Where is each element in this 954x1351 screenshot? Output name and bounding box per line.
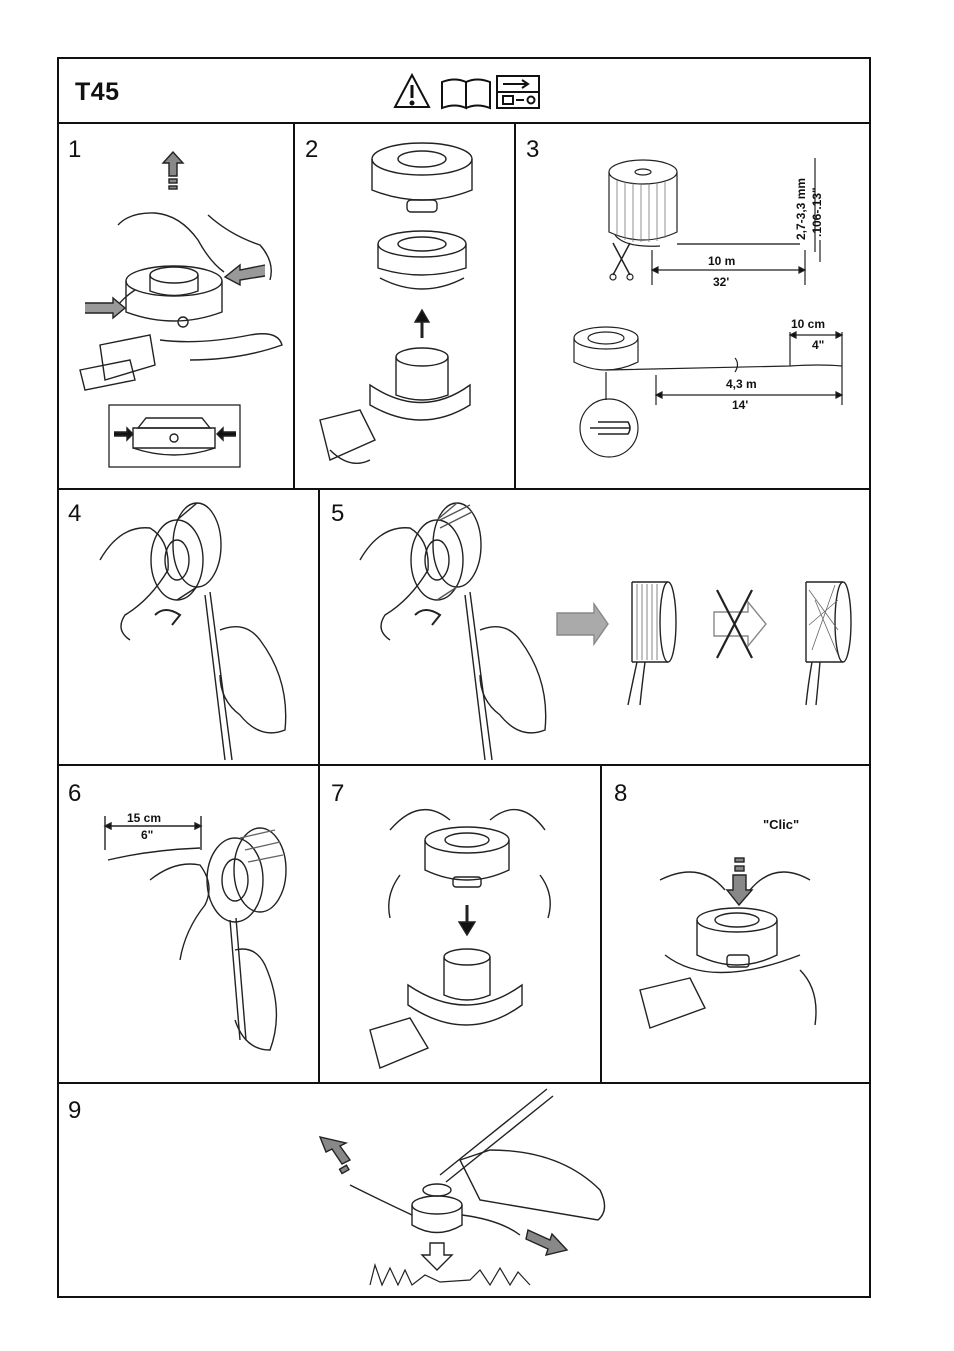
step-number-5: 5 xyxy=(331,500,345,527)
step8-illustration xyxy=(640,858,816,1028)
line-end-in: 4" xyxy=(812,338,825,352)
step5-illustration xyxy=(360,503,851,760)
page-title: T45 xyxy=(75,78,120,106)
step9-illustration xyxy=(320,1089,605,1285)
wind-length-m: 4,3 m xyxy=(726,377,757,391)
step-number-1: 1 xyxy=(68,136,82,163)
step-number-8: 8 xyxy=(614,780,628,807)
step-number-9: 9 xyxy=(68,1097,82,1124)
line-diameter-in: .106-.13" xyxy=(810,187,824,237)
step-number-2: 2 xyxy=(305,136,319,163)
open-manual-icon xyxy=(442,80,490,109)
free-end-cm: 15 cm xyxy=(127,811,162,825)
step6-illustration xyxy=(105,816,286,1050)
step7-illustration xyxy=(370,810,550,1068)
line-length-m: 10 m xyxy=(708,254,736,268)
wind-length-ft: 14' xyxy=(732,398,749,412)
line-diameter-mm: 2,7-3,3 mm xyxy=(794,177,808,240)
step-number-4: 4 xyxy=(68,500,82,527)
free-end-in: 6" xyxy=(141,828,154,842)
warning-triangle-icon xyxy=(395,75,429,107)
line-length-ft: 32' xyxy=(713,275,730,289)
line-end-cm: 10 cm xyxy=(791,317,826,331)
click-sound-label: "Clic" xyxy=(763,817,800,832)
step-number-3: 3 xyxy=(526,136,540,163)
step1-illustration xyxy=(80,152,282,467)
step4-illustration xyxy=(100,503,286,760)
procedure-icon xyxy=(497,76,539,108)
step-number-7: 7 xyxy=(331,780,345,807)
step2-illustration xyxy=(320,143,472,463)
step-number-6: 6 xyxy=(68,780,82,807)
